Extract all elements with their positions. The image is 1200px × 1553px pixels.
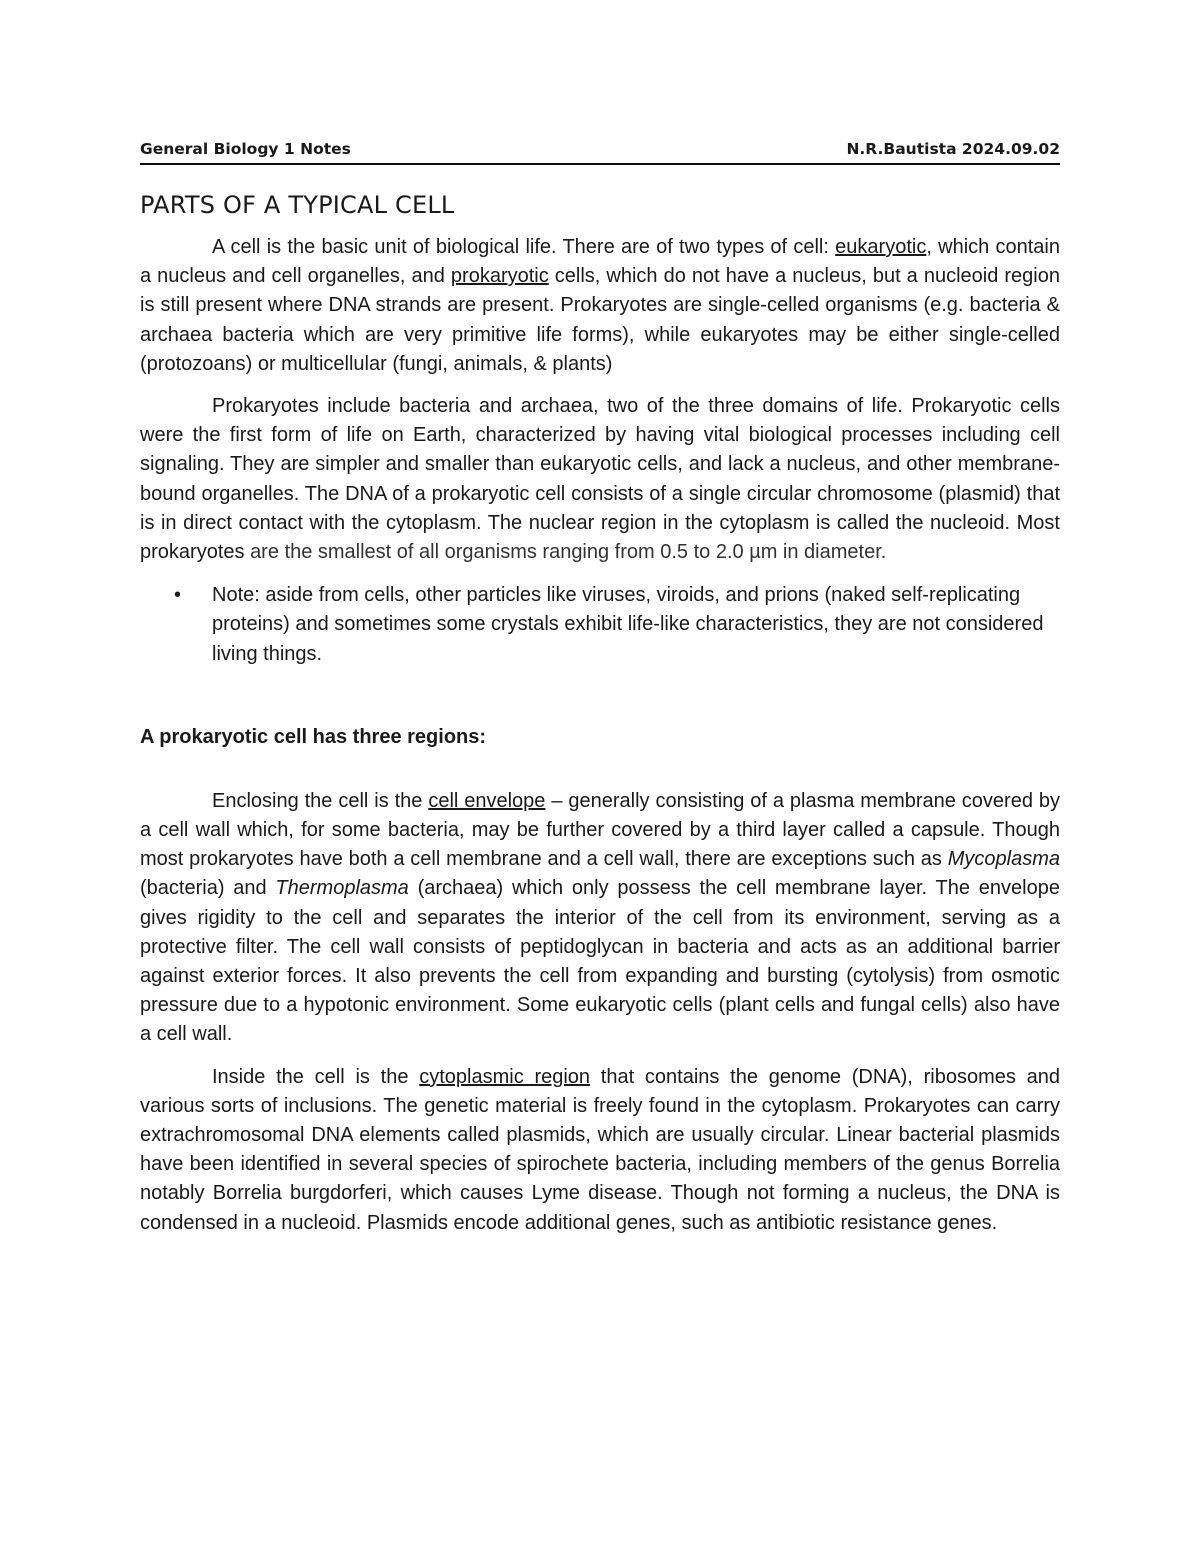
note-text: Note: aside from cells, other particles like viruses, viroids, and prions (naked self-replicating proteins) and sometimes some crystals exhibit life-like characteristics, they are not considered living things. <box>212 584 1044 665</box>
paragraph-cell-envelope <box>140 787 1060 1050</box>
term-mycoplasma: Mycoplasma <box>947 848 1060 871</box>
bullet-icon: • <box>174 584 182 607</box>
term-cytoplasmic-region: cytoplasmic region <box>419 1065 591 1088</box>
text-span: Enclosing the cell is the <box>212 789 429 812</box>
text-span: , which contain a nucleus and cell organelles, and <box>140 236 1060 288</box>
text-span-size: are the smallest of all organisms ranging from 0.5 to 2.0 µm in diameter. <box>250 541 887 564</box>
section-subheading: A prokaryotic cell has three regions: <box>140 725 487 748</box>
text-span: Prokaryotes include bacteria and archaea, two of the three domains of life. Prokaryotic cells were the first form of life on Earth, characterized by having vital biological processes including cell signaling. They are simpler and smaller than eukaryotic cells, and lack a nucleus, and other membrane-bound organelles. The DNA of a prokaryotic cell consists of a single circular chromosome (plasmid) that is in direct contact with the cytoplasm. The nuclear region in the cytoplasm is called the nucleoid. Most prokaryotes <box>140 395 1060 564</box>
text-span: cells, which do not have a nucleus, but a nucleoid region is still present where DNA strands are present. Prokaryotes are single-celled organisms (e.g. bacteria & archaea bacteria which are very primitive life forms), while eukaryotes may be either single-celled (protozoans) or multicellular (fungi, animals, & plants) <box>140 265 1060 375</box>
header-course-title: General Biology 1 Notes <box>140 140 351 158</box>
text-span: Inside the cell is the <box>212 1065 420 1088</box>
paragraph-cytoplasmic-region <box>140 1063 1060 1238</box>
header-author-date: N.R.Bautista 2024.09.02 <box>846 140 1060 158</box>
text-span: (bacteria) and <box>140 877 276 900</box>
term-thermoplasma: Thermoplasma <box>275 877 409 900</box>
note-bullet-item <box>140 581 1060 669</box>
text-span: – generally consisting of a plasma membrane covered by a cell wall which, for some bacteria, may be further covered by a third layer called a capsule. Though most prokaryotes have both a cell membrane and a cell wall, there are exceptions such as <box>140 789 1060 871</box>
text-span: A cell is the basic unit of biological life. There are of two types of cell: <box>212 236 836 258</box>
term-cell-envelope: cell envelope <box>428 789 546 812</box>
term-eukaryotic: eukaryotic <box>835 236 927 258</box>
text-span: that contains the genome (DNA), ribosomes and various sorts of inclusions. The genetic material is freely found in the cytoplasm. Prokaryotes can carry extrachromosomal DNA elements called plasmids, which are usually circular. Linear bacterial plasmids have been identified in several species of spirochete bacteria, including members of the genus Borrelia notably Borrelia burgdorferi, which causes Lyme disease. Though not forming a nucleus, the DNA is condensed in a nucleoid. Plasmids encode additional genes, such as antibiotic resistance genes. <box>140 1065 1060 1234</box>
page-header <box>140 140 1060 165</box>
text-span: (archaea) which only possess the cell membrane layer. The envelope gives rigidity to the cell and separates the interior of the cell from its environment, serving as a protective filter. The cell wall consists of peptidoglycan in bacteria and acts as an additional barrier against exterior forces. It also prevents the cell from expanding and bursting (cytolysis) from osmotic pressure due to a hypotonic environment. Some eukaryotic cells (plant cells and fungal cells) also have a cell wall. <box>140 877 1060 1046</box>
paragraph-cell-types <box>140 233 1060 379</box>
paragraph-prokaryotes <box>140 392 1060 567</box>
document-page <box>140 140 1060 1238</box>
page-title: PARTS OF A TYPICAL CELL <box>140 191 455 219</box>
term-prokaryotic: prokaryotic <box>450 265 549 288</box>
